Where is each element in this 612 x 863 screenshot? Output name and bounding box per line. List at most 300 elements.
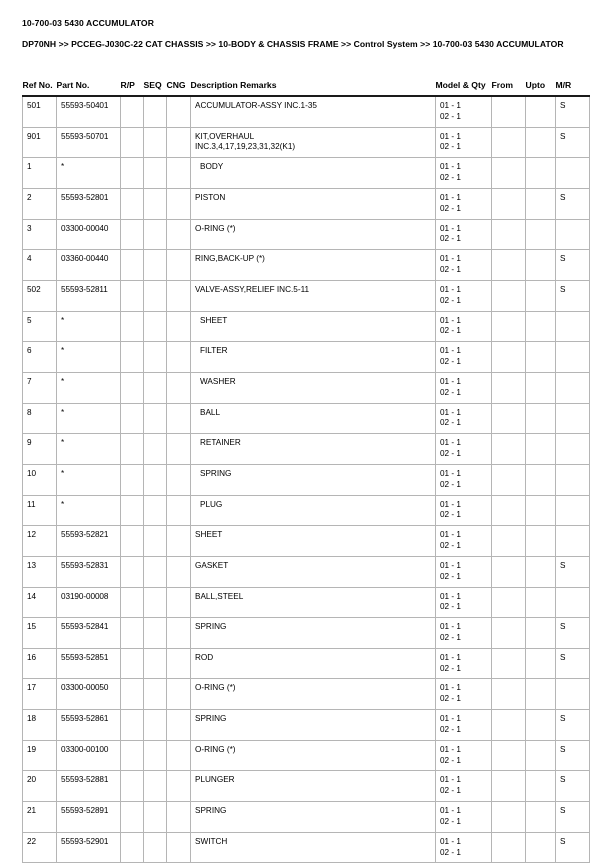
column-header-description: Description Remarks: [190, 80, 277, 90]
cell-cng: [167, 464, 191, 495]
model-qty-line: 02 - 1: [440, 816, 461, 826]
cell-rp: [121, 526, 144, 557]
cell-from: [492, 403, 526, 434]
cell-upto: [526, 219, 556, 250]
cell-part-no: 55593-52901: [57, 832, 121, 863]
cell-rp: [121, 250, 144, 281]
table-row[interactable]: [23, 556, 590, 587]
model-qty-line: 02 - 1: [440, 602, 461, 612]
cell-ref-no: 17: [23, 679, 57, 710]
table-row[interactable]: [23, 464, 590, 495]
parts-table-body: [23, 96, 590, 863]
cell-description-remarks: [191, 556, 436, 587]
cell-part-no: *: [57, 311, 121, 342]
description-line: RETAINER: [200, 438, 241, 448]
cell-part-no: *: [57, 372, 121, 403]
model-qty-line: 01 - 1: [440, 560, 461, 570]
column-header-seq: SEQ: [143, 80, 162, 90]
cell-mr: S: [556, 127, 590, 158]
cell-cng: [167, 188, 191, 219]
cell-rp: [121, 311, 144, 342]
cell-upto: [526, 679, 556, 710]
model-qty-line: 01 - 1: [440, 254, 461, 264]
parts-table-container: [22, 80, 589, 863]
cell-mr: S: [556, 188, 590, 219]
cell-from: [492, 802, 526, 833]
cell-from: [492, 96, 526, 127]
cell-description-remarks: [191, 526, 436, 557]
cell-ref-no: 1: [23, 158, 57, 189]
model-qty-line: 01 - 1: [440, 744, 461, 754]
cell-mr: [556, 464, 590, 495]
cell-cng: [167, 219, 191, 250]
cell-model-qty: [436, 802, 492, 833]
cell-ref-no: 20: [23, 771, 57, 802]
cell-from: [492, 188, 526, 219]
cell-rp: [121, 403, 144, 434]
cell-description-remarks: [191, 219, 436, 250]
cell-model-qty: [436, 832, 492, 863]
cell-ref-no: 11: [23, 495, 57, 526]
cell-upto: [526, 495, 556, 526]
table-row[interactable]: [23, 311, 590, 342]
description-line: SPRING: [195, 714, 227, 724]
model-qty-line: 02 - 1: [440, 663, 461, 673]
cell-ref-no: 5: [23, 311, 57, 342]
cell-part-no: *: [57, 434, 121, 465]
table-row[interactable]: [23, 372, 590, 403]
model-qty-line: 01 - 1: [440, 468, 461, 478]
model-qty-line: 02 - 1: [440, 234, 461, 244]
cell-seq: [144, 403, 167, 434]
cell-seq: [144, 526, 167, 557]
cell-part-no: *: [57, 495, 121, 526]
description-line: SWITCH: [195, 836, 228, 846]
cell-description-remarks: [191, 832, 436, 863]
cell-rp: [121, 372, 144, 403]
cell-rp: [121, 740, 144, 771]
cell-rp: [121, 127, 144, 158]
cell-seq: [144, 434, 167, 465]
description-line: BALL: [200, 407, 221, 417]
cell-description-remarks: [191, 710, 436, 741]
cell-description-remarks: [191, 342, 436, 373]
model-qty-line: 01 - 1: [440, 836, 461, 846]
cell-ref-no: 9: [23, 434, 57, 465]
cell-description-remarks: [191, 372, 436, 403]
cell-upto: [526, 464, 556, 495]
cell-ref-no: 15: [23, 618, 57, 649]
model-qty-line: 01 - 1: [440, 284, 461, 294]
cell-model-qty: [436, 96, 492, 127]
cell-seq: [144, 96, 167, 127]
cell-model-qty: [436, 219, 492, 250]
cell-ref-no: 502: [23, 280, 57, 311]
table-row[interactable]: [23, 188, 590, 219]
cell-from: [492, 219, 526, 250]
cell-part-no: *: [57, 464, 121, 495]
cell-mr: [556, 342, 590, 373]
cell-model-qty: [436, 127, 492, 158]
model-qty-line: 02 - 1: [440, 786, 461, 796]
cell-ref-no: 3: [23, 219, 57, 250]
cell-mr: S: [556, 710, 590, 741]
cell-ref-no: 4: [23, 250, 57, 281]
description-line: GASKET: [195, 560, 229, 570]
cell-description-remarks: [191, 127, 436, 158]
cell-mr: [556, 219, 590, 250]
cell-rp: [121, 434, 144, 465]
cell-cng: [167, 771, 191, 802]
cell-part-no: 55593-52891: [57, 802, 121, 833]
cell-from: [492, 710, 526, 741]
cell-part-no: 55593-52881: [57, 771, 121, 802]
cell-model-qty: [436, 771, 492, 802]
model-qty-line: 01 - 1: [440, 438, 461, 448]
cell-mr: [556, 495, 590, 526]
cell-upto: [526, 158, 556, 189]
model-qty-line: 01 - 1: [440, 622, 461, 632]
model-qty-line: 02 - 1: [440, 111, 461, 121]
description-line: BODY: [200, 162, 224, 172]
model-qty-line: 01 - 1: [440, 530, 461, 540]
model-qty-line: 02 - 1: [440, 295, 461, 305]
description-line: KIT,OVERHAUL: [195, 131, 255, 141]
cell-mr: S: [556, 771, 590, 802]
cell-part-no: 55593-52821: [57, 526, 121, 557]
cell-ref-no: 14: [23, 587, 57, 618]
model-qty-line: 01 - 1: [440, 315, 461, 325]
cell-upto: [526, 280, 556, 311]
cell-model-qty: [436, 587, 492, 618]
model-qty-line: 02 - 1: [440, 326, 461, 336]
cell-rp: [121, 802, 144, 833]
cell-mr: [556, 434, 590, 465]
cell-model-qty: [436, 188, 492, 219]
cell-from: [492, 464, 526, 495]
model-qty-line: 02 - 1: [440, 173, 461, 183]
cell-rp: [121, 556, 144, 587]
cell-from: [492, 372, 526, 403]
cell-ref-no: 8: [23, 403, 57, 434]
cell-from: [492, 127, 526, 158]
parts-table: [22, 80, 590, 863]
cell-seq: [144, 188, 167, 219]
table-row[interactable]: [23, 403, 590, 434]
cell-seq: [144, 127, 167, 158]
description-line: RING,BACK-UP (*): [195, 254, 265, 264]
cell-model-qty: [436, 311, 492, 342]
cell-ref-no: 12: [23, 526, 57, 557]
cell-description-remarks: [191, 311, 436, 342]
model-qty-line: 01 - 1: [440, 407, 461, 417]
table-row[interactable]: [23, 219, 590, 250]
cell-ref-no: 10: [23, 464, 57, 495]
table-row[interactable]: [23, 679, 590, 710]
description-line: O-RING (*): [195, 683, 236, 693]
cell-from: [492, 158, 526, 189]
model-qty-line: 02 - 1: [440, 203, 461, 213]
table-row[interactable]: [23, 618, 590, 649]
model-qty-line: 02 - 1: [440, 724, 461, 734]
description-line: VALVE-ASSY,RELIEF INC.5-11: [195, 284, 310, 294]
table-row[interactable]: [23, 250, 590, 281]
cell-cng: [167, 526, 191, 557]
cell-cng: [167, 250, 191, 281]
model-qty-line: 01 - 1: [440, 499, 461, 509]
description-line: BALL,STEEL: [195, 591, 244, 601]
cell-part-no: 55593-52831: [57, 556, 121, 587]
cell-mr: S: [556, 832, 590, 863]
cell-upto: [526, 372, 556, 403]
cell-description-remarks: [191, 188, 436, 219]
description-line: O-RING (*): [195, 223, 236, 233]
column-header-from: From: [491, 80, 513, 90]
cell-rp: [121, 158, 144, 189]
cell-rp: [121, 495, 144, 526]
cell-description-remarks: [191, 587, 436, 618]
cell-model-qty: [436, 434, 492, 465]
model-qty-line: 02 - 1: [440, 694, 461, 704]
cell-mr: S: [556, 556, 590, 587]
model-qty-line: 02 - 1: [440, 510, 461, 520]
table-row[interactable]: [23, 740, 590, 771]
cell-rp: [121, 648, 144, 679]
cell-upto: [526, 771, 556, 802]
cell-upto: [526, 96, 556, 127]
column-header-upto: Upto: [525, 80, 546, 90]
cell-part-no: 55593-52811: [57, 280, 121, 311]
cell-cng: [167, 495, 191, 526]
cell-part-no: *: [57, 403, 121, 434]
cell-part-no: 03360-00440: [57, 250, 121, 281]
cell-description-remarks: [191, 495, 436, 526]
table-row[interactable]: [23, 280, 590, 311]
parts-table-header: [23, 80, 590, 96]
cell-ref-no: 18: [23, 710, 57, 741]
model-qty-line: 01 - 1: [440, 346, 461, 356]
cell-rp: [121, 832, 144, 863]
cell-cng: [167, 127, 191, 158]
model-qty-line: 01 - 1: [440, 775, 461, 785]
cell-from: [492, 526, 526, 557]
description-line: SHEET: [195, 530, 223, 540]
cell-cng: [167, 740, 191, 771]
cell-seq: [144, 618, 167, 649]
cell-cng: [167, 403, 191, 434]
model-qty-line: 01 - 1: [440, 806, 461, 816]
table-row[interactable]: [23, 495, 590, 526]
cell-description-remarks: [191, 771, 436, 802]
cell-cng: [167, 587, 191, 618]
table-row[interactable]: [23, 710, 590, 741]
cell-rp: [121, 96, 144, 127]
cell-upto: [526, 710, 556, 741]
model-qty-line: 02 - 1: [440, 265, 461, 275]
cell-rp: [121, 771, 144, 802]
cell-part-no: *: [57, 342, 121, 373]
cell-description-remarks: [191, 403, 436, 434]
description-line: FILTER: [200, 346, 228, 356]
cell-description-remarks: [191, 648, 436, 679]
cell-seq: [144, 832, 167, 863]
model-qty-line: 01 - 1: [440, 192, 461, 202]
model-qty-line: 01 - 1: [440, 652, 461, 662]
cell-seq: [144, 587, 167, 618]
cell-upto: [526, 127, 556, 158]
cell-model-qty: [436, 618, 492, 649]
cell-rp: [121, 188, 144, 219]
cell-rp: [121, 342, 144, 373]
cell-mr: [556, 372, 590, 403]
cell-model-qty: [436, 710, 492, 741]
cell-part-no: 03300-00050: [57, 679, 121, 710]
cell-part-no: 03300-00100: [57, 740, 121, 771]
cell-part-no: 03300-00040: [57, 219, 121, 250]
cell-upto: [526, 740, 556, 771]
cell-seq: [144, 372, 167, 403]
model-qty-line: 02 - 1: [440, 541, 461, 551]
description-line: SHEET: [200, 315, 228, 325]
cell-model-qty: [436, 250, 492, 281]
cell-cng: [167, 556, 191, 587]
cell-upto: [526, 648, 556, 679]
cell-upto: [526, 802, 556, 833]
table-row[interactable]: [23, 96, 590, 127]
page-title: 10-700-03 5430 ACCUMULATOR: [22, 18, 154, 28]
cell-seq: [144, 342, 167, 373]
cell-from: [492, 587, 526, 618]
cell-rp: [121, 679, 144, 710]
cell-rp: [121, 587, 144, 618]
cell-cng: [167, 710, 191, 741]
model-qty-line: 02 - 1: [440, 632, 461, 642]
cell-cng: [167, 158, 191, 189]
cell-mr: S: [556, 618, 590, 649]
cell-seq: [144, 280, 167, 311]
cell-seq: [144, 219, 167, 250]
breadcrumb: DP70NH >> PCCEG-J030C-22 CAT CHASSIS >> 10-BODY & CHASSIS FRAME >> Control System >> 10-700-03 5430 ACCUMULATOR: [22, 39, 564, 49]
table-row[interactable]: [23, 342, 590, 373]
cell-mr: [556, 587, 590, 618]
cell-ref-no: 22: [23, 832, 57, 863]
cell-rp: [121, 464, 144, 495]
model-qty-line: 01 - 1: [440, 131, 461, 141]
cell-model-qty: [436, 526, 492, 557]
cell-ref-no: 901: [23, 127, 57, 158]
cell-model-qty: [436, 403, 492, 434]
column-header-mr: M/R: [555, 80, 572, 90]
model-qty-line: 01 - 1: [440, 591, 461, 601]
cell-mr: [556, 679, 590, 710]
cell-cng: [167, 311, 191, 342]
cell-from: [492, 618, 526, 649]
cell-from: [492, 342, 526, 373]
cell-mr: [556, 311, 590, 342]
table-row[interactable]: [23, 526, 590, 557]
table-row[interactable]: [23, 802, 590, 833]
cell-description-remarks: [191, 740, 436, 771]
column-header-part-no: Part No.: [56, 80, 90, 90]
cell-seq: [144, 802, 167, 833]
cell-part-no: 03190-00008: [57, 587, 121, 618]
cell-model-qty: [436, 158, 492, 189]
cell-description-remarks: [191, 464, 436, 495]
table-row[interactable]: [23, 648, 590, 679]
cell-description-remarks: [191, 158, 436, 189]
description-line: ROD: [195, 652, 214, 662]
cell-from: [492, 280, 526, 311]
cell-mr: S: [556, 648, 590, 679]
cell-part-no: 55593-52851: [57, 648, 121, 679]
table-row[interactable]: [23, 158, 590, 189]
model-qty-line: 02 - 1: [440, 142, 461, 152]
cell-from: [492, 832, 526, 863]
cell-model-qty: [436, 740, 492, 771]
cell-description-remarks: [191, 434, 436, 465]
model-qty-line: 01 - 1: [440, 683, 461, 693]
cell-upto: [526, 587, 556, 618]
cell-upto: [526, 526, 556, 557]
model-qty-line: 02 - 1: [440, 387, 461, 397]
column-header-rp: R/P: [120, 80, 135, 90]
cell-from: [492, 434, 526, 465]
cell-seq: [144, 556, 167, 587]
cell-cng: [167, 832, 191, 863]
model-qty-line: 01 - 1: [440, 101, 461, 110]
description-line: ACCUMULATOR-ASSY INC.1-35: [195, 101, 317, 110]
model-qty-line: 01 - 1: [440, 162, 461, 172]
cell-ref-no: 501: [23, 96, 57, 127]
cell-seq: [144, 679, 167, 710]
cell-upto: [526, 342, 556, 373]
table-row[interactable]: [23, 127, 590, 158]
cell-from: [492, 740, 526, 771]
table-row[interactable]: [23, 587, 590, 618]
cell-rp: [121, 618, 144, 649]
cell-cng: [167, 648, 191, 679]
cell-mr: S: [556, 96, 590, 127]
model-qty-line: 02 - 1: [440, 449, 461, 459]
cell-cng: [167, 618, 191, 649]
model-qty-line: 02 - 1: [440, 479, 461, 489]
cell-description-remarks: [191, 250, 436, 281]
cell-part-no: *: [57, 158, 121, 189]
model-qty-line: 02 - 1: [440, 571, 461, 581]
model-qty-line: 01 - 1: [440, 376, 461, 386]
cell-from: [492, 556, 526, 587]
cell-description-remarks: [191, 802, 436, 833]
cell-upto: [526, 311, 556, 342]
cell-mr: [556, 403, 590, 434]
cell-part-no: 55593-52801: [57, 188, 121, 219]
cell-from: [492, 250, 526, 281]
cell-seq: [144, 648, 167, 679]
table-row[interactable]: [23, 771, 590, 802]
table-row[interactable]: [23, 434, 590, 465]
cell-model-qty: [436, 372, 492, 403]
cell-ref-no: 13: [23, 556, 57, 587]
cell-from: [492, 679, 526, 710]
cell-ref-no: 16: [23, 648, 57, 679]
cell-mr: S: [556, 280, 590, 311]
cell-upto: [526, 403, 556, 434]
description-line: PISTON: [195, 192, 226, 202]
table-row[interactable]: [23, 832, 590, 863]
cell-part-no: 55593-50701: [57, 127, 121, 158]
model-qty-line: 02 - 1: [440, 418, 461, 428]
cell-model-qty: [436, 495, 492, 526]
